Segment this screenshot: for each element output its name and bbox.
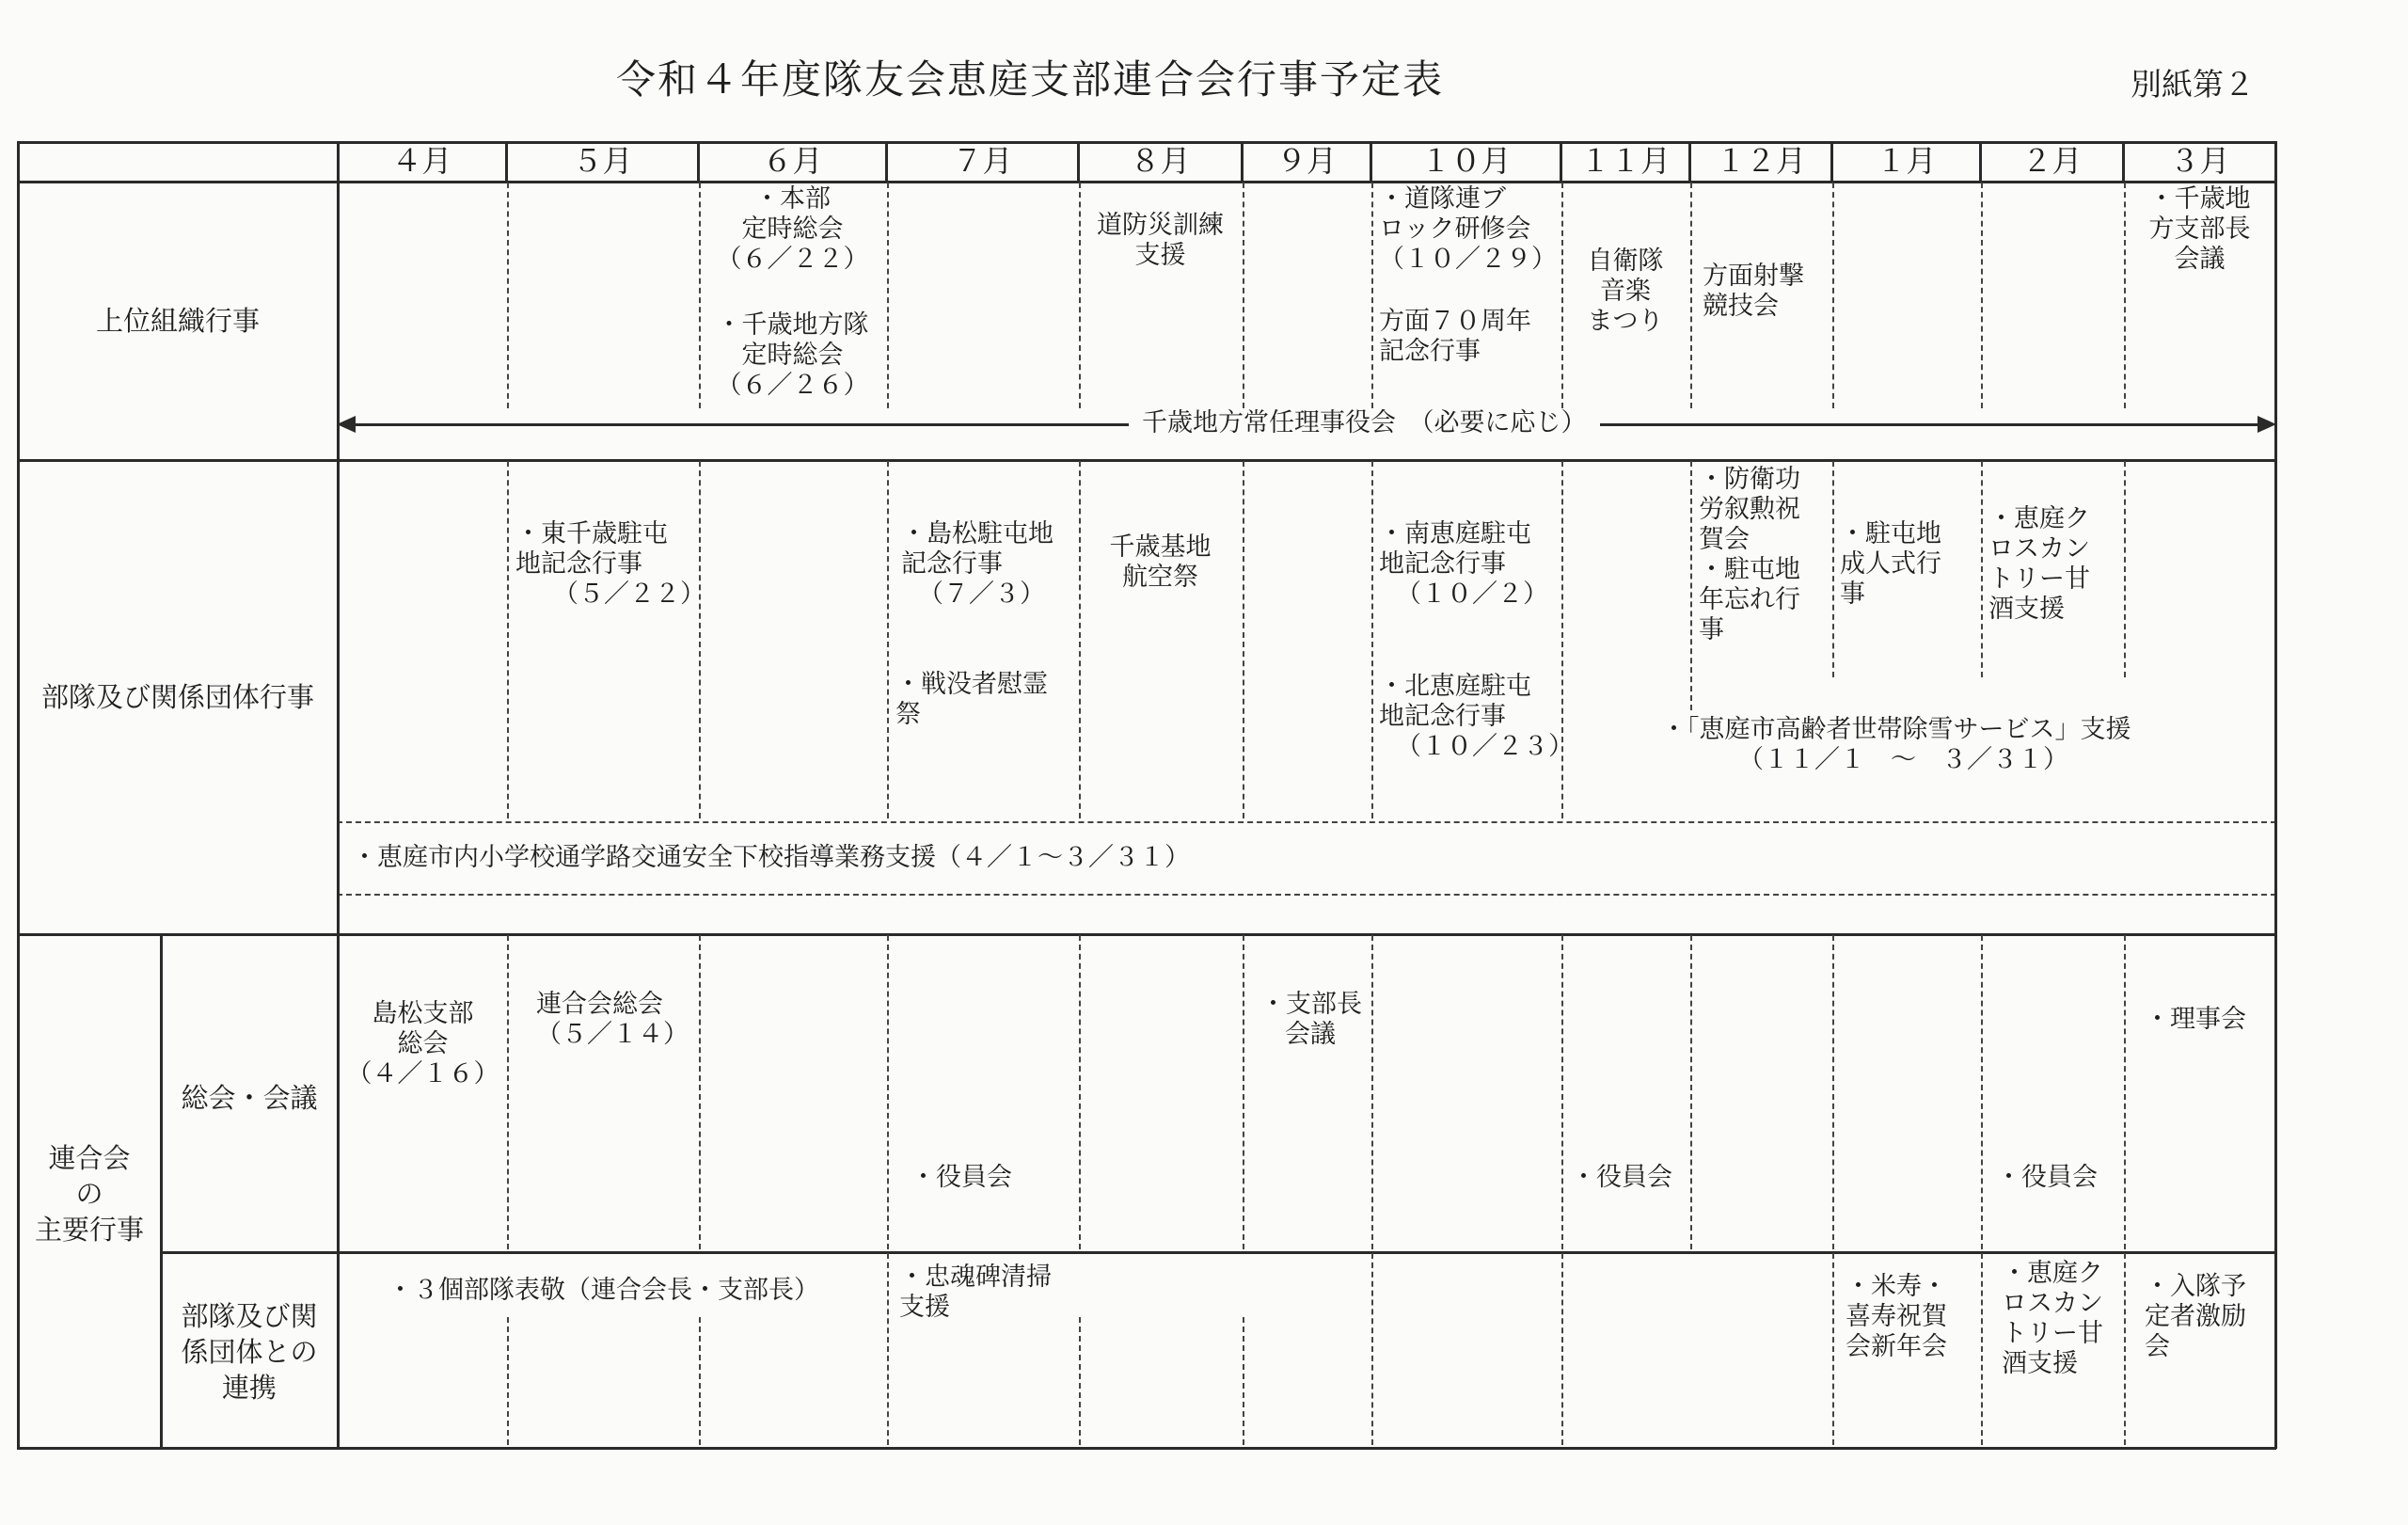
- category-cooperation: 部隊及び関 係団体との 連携: [181, 1300, 318, 1404]
- event-federation-general-meeting: 連合会総会 （５／１４）: [536, 990, 689, 1049]
- event-disaster-drill-support: 道防災訓練 支援: [1097, 211, 1224, 270]
- category-meetings: 総会・会議: [181, 1082, 318, 1114]
- event-higashi-chitose-anniversary: ・東千歳駐屯 地記念行事 （５／２２）: [515, 519, 705, 609]
- category-units: 部隊及び関係団体行事: [40, 681, 314, 713]
- event-sdf-music-festival: 自衛隊 音楽 まつり: [1587, 246, 1664, 336]
- event-three-unit-courtesy-visit: ・３個部隊表敬（連合会長・支部長）: [388, 1276, 819, 1305]
- event-shimamatsu-anniversary: ・島松駐屯地 記念行事 （７／３）: [901, 519, 1054, 609]
- page-title: 令和４年度隊友会恵庭支部連合会行事予定表: [615, 56, 1444, 103]
- event-cross-country-amazake-coop: ・恵庭ク ロスカン トリー甘 酒支援: [2002, 1259, 2103, 1378]
- month-header-aug: ８月: [1130, 143, 1191, 179]
- month-header-nov: １１月: [1579, 143, 1671, 179]
- event-board-meeting-nov: ・役員会: [1571, 1163, 1672, 1192]
- event-shimamatsu-branch-meeting: 島松支部 総会 （４／１６）: [346, 999, 499, 1088]
- event-kita-eniwa-anniversary: ・北恵庭駐屯 地記念行事 （１０／２３）: [1379, 672, 1574, 761]
- month-header-may: ５月: [572, 143, 633, 179]
- month-header-mar: ３月: [2169, 143, 2230, 179]
- event-chitose-general-meeting: ・千歳地方隊 定時総会 （６／２６）: [716, 310, 869, 400]
- month-header-apr: ４月: [391, 143, 452, 179]
- event-school-route-safety: ・恵庭市内小学校通学路交通安全下校指導業務支援（４／１～３／３１）: [352, 843, 1190, 872]
- event-snow-removal-support: ・「恵庭市高齢者世帯除雪サービス」支援 （１１／１ ～ ３／３１）: [1661, 715, 2131, 774]
- event-board-meeting-feb: ・役員会: [1996, 1163, 2098, 1192]
- event-70th-anniversary: 方面７０周年 記念行事: [1379, 307, 1531, 366]
- event-war-memorial-service: ・戦没者慰霊 祭: [895, 670, 1048, 729]
- event-cross-country-amazake: ・恵庭ク ロスカン トリー甘 酒支援: [1988, 504, 2090, 624]
- event-chitose-air-show: 千歳基地 航空祭: [1109, 532, 1212, 592]
- category-federation: 連合会 の 主要行事: [34, 1142, 144, 1246]
- event-minami-eniwa-anniversary: ・南恵庭駐屯 地記念行事 （１０／２）: [1379, 519, 1548, 609]
- standing-board-label: 千歳地方常任理事役会 （必要に応じ）: [1129, 408, 1600, 438]
- event-branch-chief-council: ・支部長 会議: [1260, 990, 1362, 1049]
- event-directors-meeting: ・理事会: [2145, 1005, 2246, 1034]
- event-longevity-new-year: ・米寿・ 喜寿祝賀 会新年会: [1846, 1272, 1947, 1361]
- month-header-dec: １２月: [1715, 143, 1806, 179]
- month-header-jan: １月: [1876, 143, 1937, 179]
- event-memorial-cleaning: ・忠魂碑清掃 支援: [899, 1263, 1052, 1322]
- event-recruit-encouragement: ・入隊予 定者激励 会: [2145, 1272, 2246, 1361]
- month-header-jul: ７月: [952, 143, 1013, 179]
- attachment-label: 別紙第２: [2131, 66, 2255, 103]
- event-headquarters-general-meeting: ・本部 定時総会 （６／２２）: [716, 184, 869, 274]
- event-coming-of-age: ・駐屯地 成人式行 事: [1840, 519, 1941, 609]
- month-header-oct: １０月: [1420, 143, 1512, 179]
- event-shooting-competition: 方面射撃 競技会: [1703, 262, 1804, 321]
- event-branch-chief-meeting: ・千歳地 方支部長 会議: [2148, 184, 2251, 274]
- event-dec-unit-events: ・防衛功 労叙勲祝 賀会 ・駐屯地 年忘れ行 事: [1699, 465, 1800, 644]
- event-block-training: ・道隊連ブ ロック研修会 （１０／２９）: [1379, 184, 1557, 274]
- month-header-jun: ６月: [762, 143, 823, 179]
- event-board-meeting-jul: ・役員会: [911, 1163, 1012, 1192]
- category-upper: 上位組織行事: [95, 305, 260, 337]
- month-header-feb: ２月: [2021, 143, 2083, 179]
- month-header-sep: ９月: [1275, 143, 1337, 179]
